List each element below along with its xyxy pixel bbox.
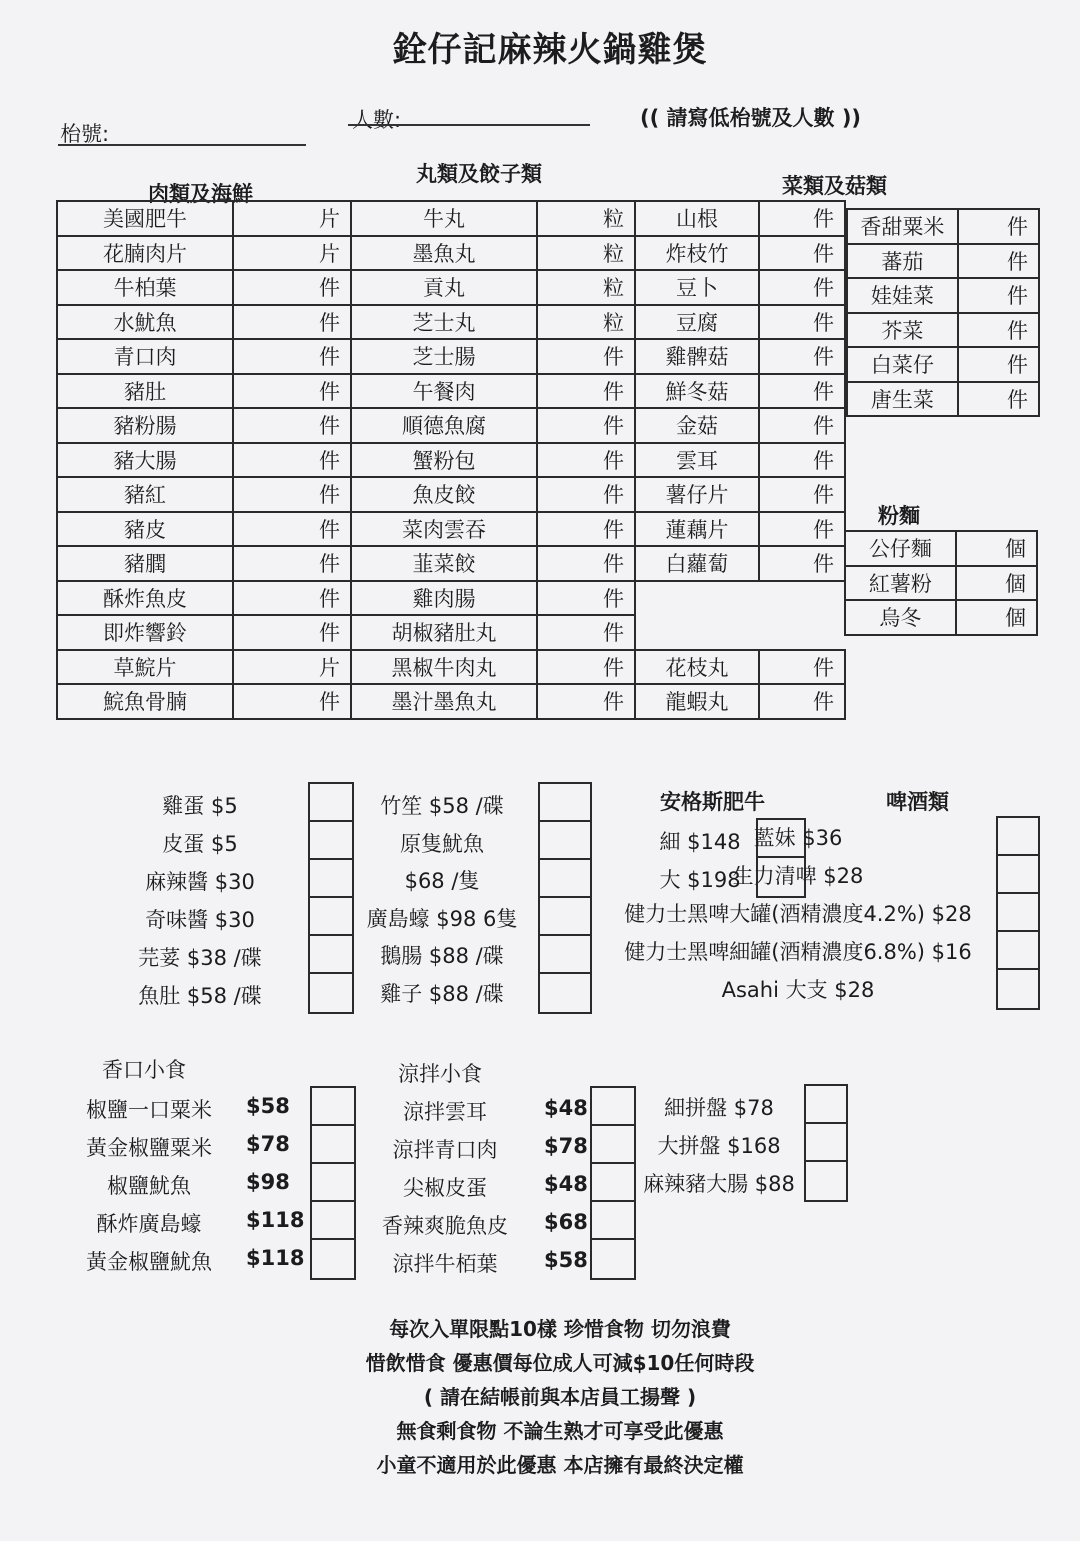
order-checkbox[interactable]	[312, 1088, 354, 1126]
table-row	[847, 209, 1039, 244]
veg-item-unit: 件	[759, 684, 845, 719]
ball-item-unit: 件	[537, 374, 635, 409]
order-checkbox[interactable]	[998, 970, 1038, 1008]
section-balls-header: 丸類及餃子類	[416, 162, 542, 186]
veg2-item-name: 唐生菜	[847, 382, 958, 417]
meat-item-name: 即炸響鈴	[57, 615, 233, 650]
platter-item: 大拼盤 $168	[657, 1134, 781, 1158]
order-checkbox[interactable]	[592, 1126, 634, 1164]
veg2-item-name: 白菜仔	[847, 347, 958, 382]
veg-item-name: 雞髀菇	[635, 339, 759, 374]
veg2-item-name: 蕃茄	[847, 244, 958, 279]
snack-price: $118	[246, 1208, 305, 1232]
extra-item: 奇味醬 $30	[145, 908, 255, 932]
empty-cell	[635, 615, 759, 650]
order-checkbox[interactable]	[312, 1126, 354, 1164]
veg-item-unit: 件	[759, 408, 845, 443]
meat-item-name: 牛柏葉	[57, 270, 233, 305]
veg-item-unit: 件	[759, 339, 845, 374]
cold-price: $48	[544, 1096, 588, 1120]
cold-name: 香辣爽脆魚皮	[382, 1214, 508, 1238]
table-row	[57, 270, 845, 305]
ball-item-unit: 件	[537, 581, 635, 616]
table-row	[57, 581, 845, 616]
extra-item: 麻辣醬 $30	[145, 870, 255, 894]
snack-name: 椒鹽一口粟米	[86, 1098, 212, 1122]
footer-notes	[0, 1312, 1080, 1482]
meat-item-unit: 片	[233, 201, 351, 236]
noodle-item-unit: 個	[956, 600, 1037, 635]
ball-item-name: 蟹粉包	[351, 443, 537, 478]
meat-item-name: 水魷魚	[57, 305, 233, 340]
veg-item-unit: 件	[759, 305, 845, 340]
meat-item-unit: 件	[233, 339, 351, 374]
footer-note: 無食剩食物 不論生熟才可享受此優惠	[396, 1419, 724, 1443]
cold-name: 涼拌雲耳	[403, 1100, 487, 1124]
ball-item-name: 墨汁墨魚丸	[351, 684, 537, 719]
meat-item-name: 草鯇片	[57, 650, 233, 685]
veg-item-unit: 件	[759, 374, 845, 409]
veg-item-name: 白蘿蔔	[635, 546, 759, 581]
platter-item: 細拼盤 $78	[664, 1096, 774, 1120]
order-checkbox[interactable]	[806, 1162, 846, 1200]
beer-item: Asahi 大支 $28	[721, 978, 875, 1002]
veg-item-name: 炸枝竹	[635, 236, 759, 271]
snack-price: $98	[246, 1170, 290, 1194]
meat-item-unit: 件	[233, 546, 351, 581]
meat-item-name: 青口肉	[57, 339, 233, 374]
table-row	[57, 512, 845, 547]
veg2-item-unit: 件	[958, 313, 1039, 348]
ball-item-name: 魚皮餃	[351, 477, 537, 512]
order-checkbox[interactable]	[998, 894, 1038, 932]
table-row	[57, 684, 845, 719]
ball-item-unit: 件	[537, 684, 635, 719]
order-checkbox[interactable]	[592, 1202, 634, 1240]
veg2-item-unit: 件	[958, 347, 1039, 382]
table-row	[57, 236, 845, 271]
veg-item-name: 雲耳	[635, 443, 759, 478]
ball-item-name: 韮菜餃	[351, 546, 537, 581]
veg2-item-name: 芥菜	[847, 313, 958, 348]
veg-item-unit: 件	[759, 201, 845, 236]
veg-item-name: 山根	[635, 201, 759, 236]
ball-item-unit: 件	[537, 339, 635, 374]
table-row	[845, 600, 1037, 635]
order-checkbox[interactable]	[540, 822, 590, 860]
table-row	[57, 339, 845, 374]
order-checkbox[interactable]	[806, 1086, 846, 1124]
meat-item-unit: 件	[233, 512, 351, 547]
section-noodles-header: 粉麵	[878, 504, 920, 528]
veg-item-name: 豆腐	[635, 305, 759, 340]
veg-grid-extra	[846, 208, 1040, 417]
ball-item-name: 墨魚丸	[351, 236, 537, 271]
extra-item: 雞子 $88 /碟	[380, 981, 504, 1006]
table-row	[57, 477, 845, 512]
table-row	[847, 313, 1039, 348]
meat-item-name: 美國肥牛	[57, 201, 233, 236]
order-checkbox[interactable]	[540, 898, 590, 936]
veg-item-unit: 件	[759, 270, 845, 305]
order-checkbox[interactable]	[312, 1240, 354, 1278]
extra-item: 竹笙 $58 /碟	[380, 794, 504, 818]
veg-item-unit: 件	[759, 546, 845, 581]
ball-item-name: 牛丸	[351, 201, 537, 236]
order-checkbox[interactable]	[998, 818, 1038, 856]
meat-item-unit: 件	[233, 615, 351, 650]
table-row	[57, 201, 845, 236]
footer-note: 惜飲惜食 優惠價每位成人可減$10任何時段	[365, 1351, 755, 1375]
order-grid	[56, 200, 846, 720]
table-row	[57, 443, 845, 478]
ball-item-name: 午餐肉	[351, 374, 537, 409]
beer-checkboxes	[996, 816, 1040, 1010]
meat-item-name: 豬膶	[57, 546, 233, 581]
table-number-field[interactable]	[58, 144, 306, 146]
meat-item-unit: 件	[233, 270, 351, 305]
snack-price: $78	[246, 1132, 290, 1156]
veg2-item-unit: 件	[958, 209, 1039, 244]
ball-item-unit: 粒	[537, 270, 635, 305]
ball-item-name: 菜肉雲吞	[351, 512, 537, 547]
table-row	[57, 408, 845, 443]
veg2-item-unit: 件	[958, 382, 1039, 417]
ball-item-name: 黑椒牛肉丸	[351, 650, 537, 685]
table-row	[845, 531, 1037, 566]
snack-price: $58	[246, 1094, 290, 1118]
ball-item-unit: 粒	[537, 201, 635, 236]
beer-item: 藍妹 $36	[753, 826, 843, 850]
meat-item-unit: 件	[233, 408, 351, 443]
table-row	[57, 546, 845, 581]
angus-item: 大 $198	[659, 868, 741, 892]
veg-item-name: 龍蝦丸	[635, 684, 759, 719]
ball-item-name: 貢丸	[351, 270, 537, 305]
people-count-label: 人數:	[352, 108, 402, 132]
extra-item: 廣島蠔 $98 6隻	[366, 906, 518, 931]
noodle-item-name: 烏冬	[845, 600, 956, 635]
section-meat-header: 肉類及海鮮	[148, 182, 253, 206]
noodle-item-unit: 個	[956, 531, 1037, 566]
meat-item-name: 花腩肉片	[57, 236, 233, 271]
snacks-header: 香口小食	[102, 1058, 186, 1082]
order-checkbox[interactable]	[540, 784, 590, 822]
extra-item: 原隻魷魚	[400, 831, 484, 856]
beer-item: 健力士黑啤大罐(酒精濃度4.2%) $28	[624, 902, 972, 926]
order-checkbox[interactable]	[540, 936, 590, 974]
cold-name: 尖椒皮蛋	[403, 1176, 487, 1200]
snack-name: 椒鹽魷魚	[107, 1174, 191, 1198]
section-veg-header: 菜類及菇類	[782, 174, 887, 198]
meat-item-unit: 件	[233, 374, 351, 409]
veg-item-name: 薯仔片	[635, 477, 759, 512]
cold-price: $68	[544, 1210, 588, 1234]
extra-item: $68 /隻	[404, 869, 480, 893]
snack-name: 黃金椒鹽魷魚	[86, 1250, 212, 1274]
cold-price: $48	[544, 1172, 588, 1196]
meat-item-name: 豬大腸	[57, 443, 233, 478]
veg-item-name: 花枝丸	[635, 650, 759, 685]
veg2-item-name: 娃娃菜	[847, 278, 958, 313]
meat-item-unit: 件	[233, 305, 351, 340]
snacks-checkboxes	[310, 1086, 356, 1280]
platter-item: 麻辣豬大腸 $88	[643, 1172, 795, 1196]
extra-item: 皮蛋 $5	[162, 832, 238, 856]
table-row	[57, 374, 845, 409]
footer-note: ( 請在結帳前與本店員工揚聲 )	[423, 1385, 697, 1409]
order-checkbox[interactable]	[592, 1088, 634, 1126]
table-row	[847, 382, 1039, 417]
noodle-item-name: 紅薯粉	[845, 566, 956, 601]
veg-item-unit: 件	[759, 512, 845, 547]
extra-item: 魚肚 $58 /碟	[138, 984, 262, 1008]
table-row	[845, 566, 1037, 601]
veg2-item-unit: 件	[958, 278, 1039, 313]
snack-name: 黃金椒鹽粟米	[86, 1136, 212, 1160]
ball-item-unit: 粒	[537, 305, 635, 340]
ball-item-unit: 件	[537, 512, 635, 547]
meat-item-unit: 件	[233, 581, 351, 616]
meat-item-name: 豬皮	[57, 512, 233, 547]
table-row	[847, 278, 1039, 313]
order-checkbox[interactable]	[592, 1164, 634, 1202]
beer-item: 健力士黑啤細罐(酒精濃度6.8%) $16	[624, 940, 972, 964]
beer-item: 生力清啤 $28	[732, 864, 864, 888]
table-row	[847, 244, 1039, 279]
empty-cell	[759, 581, 845, 616]
ball-item-unit: 件	[537, 443, 635, 478]
beer-header: 啤酒類	[886, 790, 949, 814]
extra-item: 鵝腸 $88 /碟	[380, 944, 504, 968]
extra-item: 雞蛋 $5	[162, 794, 238, 818]
order-checkbox[interactable]	[540, 860, 590, 898]
veg-item-name: 鮮冬菇	[635, 374, 759, 409]
veg-item-name: 蓮藕片	[635, 512, 759, 547]
cold-checkboxes	[590, 1086, 636, 1280]
cold-price: $78	[544, 1134, 588, 1158]
angus-item: 細 $148	[659, 830, 741, 854]
meat-item-unit: 片	[233, 236, 351, 271]
veg-item-unit: 件	[759, 236, 845, 271]
form-hint: (( 請寫低枱號及人數 ))	[640, 106, 862, 130]
ball-item-name: 芝士腸	[351, 339, 537, 374]
order-checkbox[interactable]	[806, 1124, 846, 1162]
empty-cell	[759, 615, 845, 650]
platter-checkboxes	[804, 1084, 848, 1202]
veg2-item-unit: 件	[958, 244, 1039, 279]
extra-item: 芫荽 $38 /碟	[138, 946, 262, 970]
footer-note: 每次入單限點10樣 珍惜食物 切勿浪費	[389, 1317, 731, 1341]
ball-item-unit: 粒	[537, 236, 635, 271]
ball-item-unit: 件	[537, 408, 635, 443]
meat-item-unit: 件	[233, 684, 351, 719]
order-checkbox[interactable]	[998, 932, 1038, 970]
ball-item-unit: 件	[537, 615, 635, 650]
order-checkbox[interactable]	[998, 856, 1038, 894]
ball-item-name: 胡椒豬肚丸	[351, 615, 537, 650]
meat-item-unit: 件	[233, 443, 351, 478]
ball-item-unit: 件	[537, 546, 635, 581]
ball-item-name: 雞肉腸	[351, 581, 537, 616]
order-checkbox[interactable]	[592, 1240, 634, 1278]
table-row	[57, 305, 845, 340]
meat-item-name: 豬肚	[57, 374, 233, 409]
meat-item-name: 豬粉腸	[57, 408, 233, 443]
veg-item-unit: 件	[759, 650, 845, 685]
meat-item-name: 豬紅	[57, 477, 233, 512]
angus-header: 安格斯肥牛	[660, 790, 765, 814]
table-row	[57, 615, 845, 650]
noodles-grid	[844, 530, 1038, 636]
order-checkbox[interactable]	[540, 974, 590, 1012]
menu-title: 銓仔記麻辣火鍋雞煲	[392, 30, 708, 70]
ball-item-name: 芝士丸	[351, 305, 537, 340]
meat-item-name: 酥炸魚皮	[57, 581, 233, 616]
meat-item-unit: 件	[233, 477, 351, 512]
footer-note: 小童不適用於此優惠 本店擁有最終決定權	[376, 1453, 744, 1477]
order-checkbox[interactable]	[312, 1202, 354, 1240]
cold-price: $58	[544, 1248, 588, 1272]
snack-price: $118	[246, 1246, 305, 1270]
snack-name: 酥炸廣島蠔	[96, 1212, 202, 1236]
table-row	[847, 347, 1039, 382]
cold-name: 涼拌牛栢葉	[392, 1252, 498, 1276]
empty-cell	[635, 581, 759, 616]
veg-item-unit: 件	[759, 443, 845, 478]
table-number-label: 枱號:	[60, 122, 110, 146]
ball-item-unit: 件	[537, 477, 635, 512]
meat-item-name: 鯇魚骨腩	[57, 684, 233, 719]
ball-item-unit: 件	[537, 650, 635, 685]
people-count-field[interactable]	[348, 124, 590, 126]
meat-item-unit: 片	[233, 650, 351, 685]
extras-b-checkboxes	[538, 782, 592, 1014]
ball-item-name: 順德魚腐	[351, 408, 537, 443]
veg-item-name: 豆卜	[635, 270, 759, 305]
table-row	[57, 650, 845, 685]
noodle-item-name: 公仔麵	[845, 531, 956, 566]
order-checkbox[interactable]	[312, 1164, 354, 1202]
cold-header: 涼拌小食	[398, 1062, 482, 1086]
veg-item-name: 金菇	[635, 408, 759, 443]
veg-item-unit: 件	[759, 477, 845, 512]
cold-name: 涼拌青口肉	[392, 1138, 498, 1162]
noodle-item-unit: 個	[956, 566, 1037, 601]
veg2-item-name: 香甜粟米	[847, 209, 958, 244]
